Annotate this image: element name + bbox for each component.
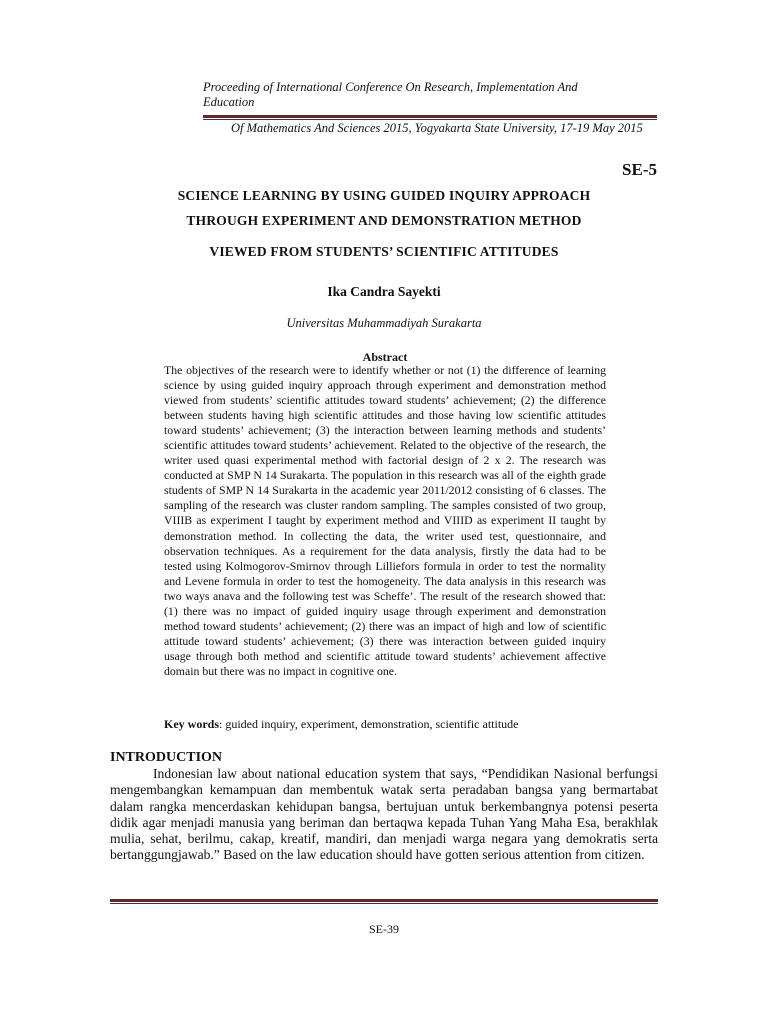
- keywords-text: : guided inquiry, experiment, demonstration, scientific attitude: [219, 717, 519, 731]
- footer-rule-thin: [110, 903, 658, 904]
- header-rule-thick: [203, 115, 657, 118]
- conference-name: Proceeding of International Conference On Research, Implementation And Education: [203, 80, 578, 109]
- paper-title-line-3: VIEWED FROM STUDENTS’ SCIENTIFIC ATTITUDES: [209, 244, 559, 259]
- abstract-heading: Abstract: [362, 350, 408, 364]
- keywords: [164, 717, 624, 732]
- paper-code: SE-5: [622, 160, 657, 179]
- conference-details: Of Mathematics And Sciences 2015, Yogyakarta State University, 17-19 May 2015: [231, 121, 643, 135]
- abstract-text: The objectives of the research were to identify whether or not (1) the difference of learning science by using guided inquiry approach through experiment and demonstration method viewed from students’ scientific attitudes toward students’ achievement; (2) the difference between students having high scientific attitudes and those having low scientific attitudes toward students’ achievement; (3) the interaction between learning methods and students’ scientific attitudes toward students’ achievement. Related to the objective of the research, the writer used quasi experimental method with factorial design of 2 x 2. The research was conducted at SMP N 14 Surakarta. The population in this research was all of the eighth grade students of SMP N 14 Surakarta in the academic year 2011/2012 consisting of 6 classes. The sampling of the research was cluster random sampling. The samples consisted of two group, VIIIB as experiment I taught by experiment method and VIIID as experiment II taught by demonstration method. In collecting the data, the writer used test, questionnaire, and observation techniques. As a requirement for the data analysis, firstly the data had to be tested using Kolmogorov-Smirnov through Lilliefors formula in order to test the normality and Levene formula in order to test the homogeneity. The data analysis in this research was two ways anava and the following test was Scheffe’. The result of the research showed that: (1) there was no impact of guided inquiry usage through experiment and demonstration method toward students’ achievement; (2) there was an impact of high and low of scientific attitude toward students’ achievement; (3) there was interaction between guided inquiry usage through both method and scientific attitude toward students’ achievement affective domain but there was no impact in cognitive one.: [164, 363, 606, 678]
- header-rule-thin: [203, 119, 657, 120]
- introduction-text: Indonesian law about national education system that says, “Pendidikan Nasional berfungsi mengembangkan kemampuan dan membentuk watak serta peradaban bangsa yang bermartabat dalam rangka mencerdaskan kehidupan bangsa, bertujuan untuk berkembangnya potensi peserta didik agar menjadi manusia yang beriman dan bertaqwa kepada Tuhan Yang Maha Esa, berakhlak mulia, sehat, berilmu, cakap, kreatif, mandiri, dan menjadi warga negara yang demokratis serta bertanggungjawab.” Based on the law education should have gotten serious attention from citizen.: [110, 766, 658, 863]
- paper-title-line-1: SCIENCE LEARNING BY USING GUIDED INQUIRY APPROACH: [177, 188, 591, 203]
- footer-rule-thick: [110, 899, 658, 902]
- paper-title-line-2: THROUGH EXPERIMENT AND DEMONSTRATION METHOD: [186, 213, 582, 228]
- author-name: Ika Candra Sayekti: [327, 284, 441, 299]
- keywords-label: Key words: [164, 717, 219, 731]
- author-affiliation: Universitas Muhammadiyah Surakarta: [286, 316, 482, 330]
- page-number: SE-39: [369, 922, 399, 936]
- introduction-heading: INTRODUCTION: [110, 750, 223, 765]
